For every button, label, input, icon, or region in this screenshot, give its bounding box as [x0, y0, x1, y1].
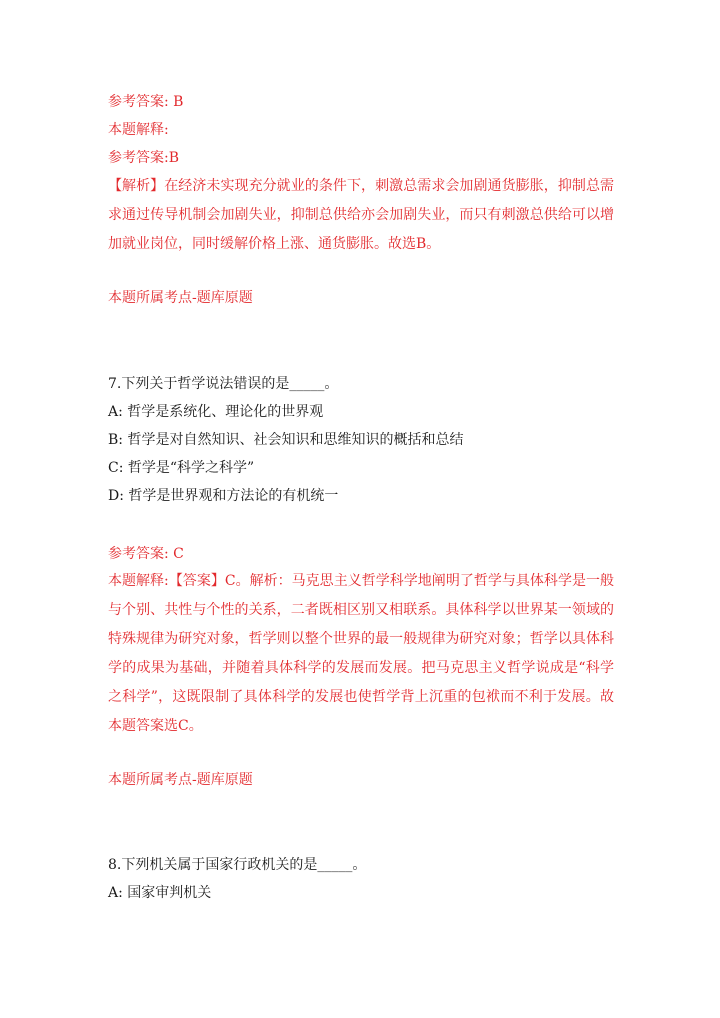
answer-line: 参考答案: B [108, 94, 184, 110]
question-7-text: 7.下列关于哲学说法错误的是_____。 [108, 376, 339, 392]
explanation-label: 本题解释: [108, 122, 169, 138]
analysis-paragraph: 【解析】在经济未实现充分就业的条件下，刺激总需求会加剧通货膨胀，抑制总需求通过传导机制会加剧失业，抑制总供给亦会加剧失业，而只有刺激总供给可以增加就业岗位，同时缓解价格上涨、通货膨胀。故选B。 [108, 178, 614, 252]
q7-option-a: A: 哲学是系统化、理论化的世界观 [108, 404, 324, 420]
q7-answer-line: 参考答案: C [108, 546, 184, 562]
answer-line-2: 参考答案:B [108, 150, 180, 166]
topic-label: 本题所属考点-题库原题 [108, 290, 253, 306]
q8-option-a: A: 国家审判机关 [108, 885, 212, 901]
question-8-text: 8.下列机关属于国家行政机关的是_____。 [108, 857, 367, 873]
q7-topic-label: 本题所属考点-题库原题 [108, 772, 253, 788]
q7-option-b: B: 哲学是对自然知识、社会知识和思维知识的概括和总结 [108, 432, 464, 448]
q7-explanation-paragraph: 本题解释:【答案】C。解析：马克思主义哲学科学地阐明了哲学与具体科学是一般与个别、共性与个性的关系，二者既相区别又相联系。具体科学以世界某一领域的特殊规律为研究对象，哲学则以整个世界的最一般规律为研究对象；哲学以具体科学的成果为基础，并随着具体科学的发展而发展。把马克思主义哲学说成是“科学之科学”，这既限制了具体科学的发展也使哲学背上沉重的包袱而不利于发展。故本题答案选C。 [108, 573, 614, 734]
q7-option-d: D: 哲学是世界观和方法论的有机统一 [108, 488, 339, 504]
q7-option-c: C: 哲学是“科学之科学” [108, 460, 255, 476]
